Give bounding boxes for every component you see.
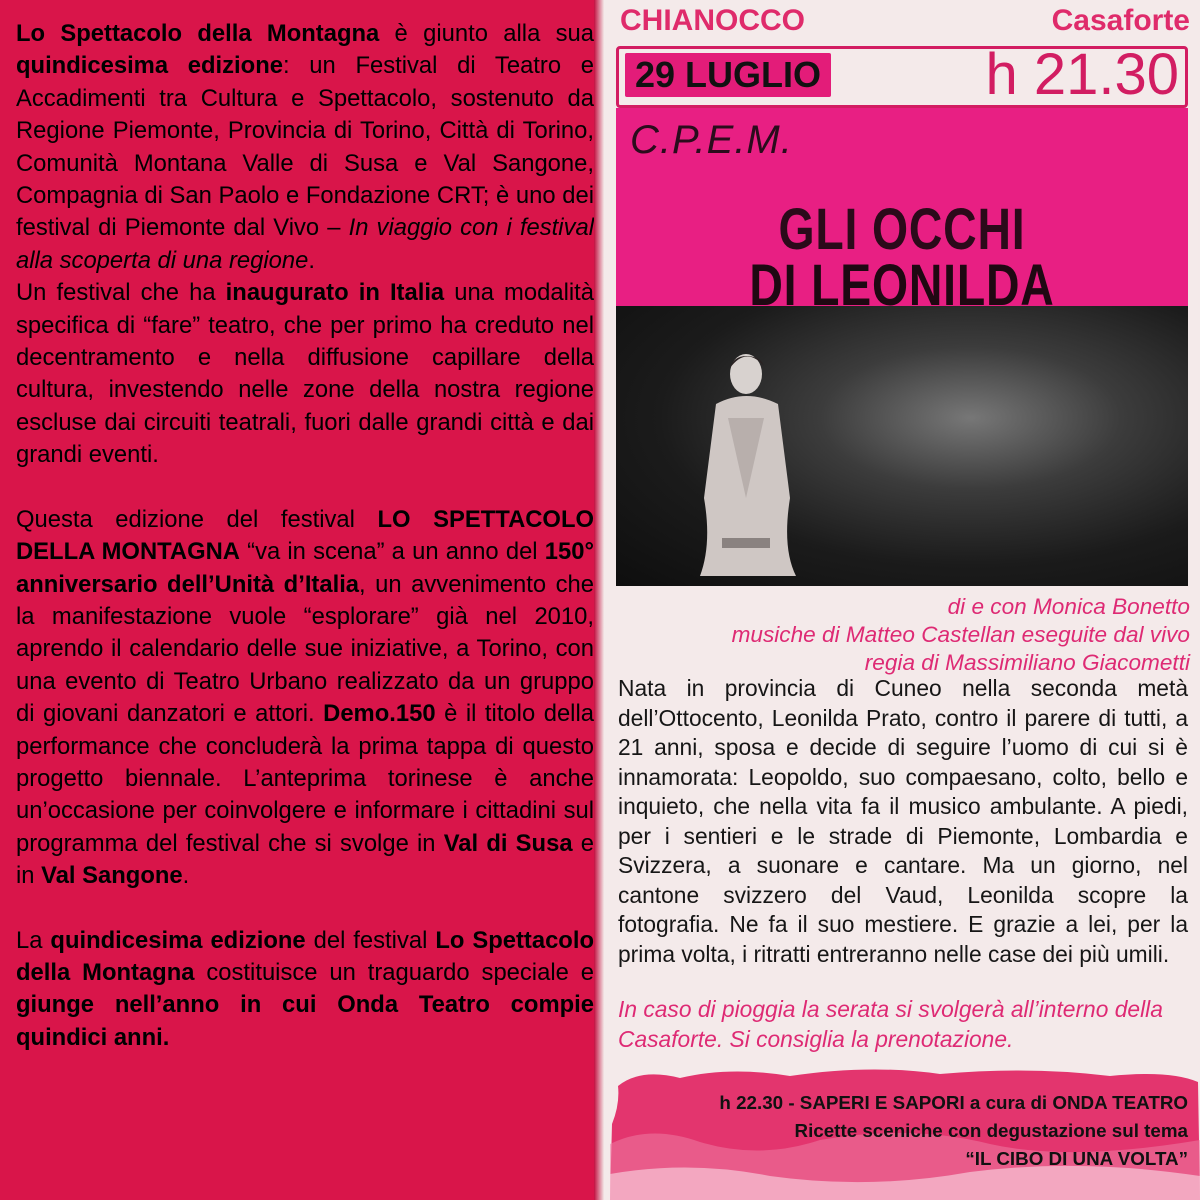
text-run: è il titolo della performance che concluderà la prima tappa di questo progetto biennale. L’anteprima torinese è anche un’occasione per coinvolgere e informare i cittadini sul programma del festival che si svolge in — [16, 700, 594, 857]
event-panel — [604, 0, 1200, 1200]
show-title-line-1: GLI OCCHI — [778, 197, 1026, 262]
text-run: giunge nell’anno in cui Onda Teatro compie quindici anni. — [16, 991, 594, 1051]
intro-paragraph-1 — [16, 18, 594, 277]
text-run: Lo Spettacolo della Montagna — [16, 926, 594, 986]
event-time: h 21.30 — [985, 42, 1179, 107]
text-run: , un avvenimento che la manifestazione vuole “esplorare” già nel 2010, aprendo il calendario delle sue iniziative, a Torino, con una evento di Teatro Urbano realizzato da un gruppo di giovani danzatori e attori. — [16, 570, 594, 728]
date-time-bar — [616, 42, 1188, 108]
event-date: 29 LUGLIO — [625, 53, 831, 97]
text-run: quindicesima edizione — [50, 926, 306, 954]
text-run: : un Festival di Teatro e Accadimenti tra Cultura e Spettacolo, sostenuto da Regione Piemonte, Provincia di Torino, Città di Torino, Comunità Montana Valle di Susa e Val Sangone, Compagnia di San Paolo e Fondazione CRT; è uno dei festival di Piemonte dal Vivo – — [16, 52, 595, 242]
text-run: La — [16, 926, 51, 954]
text-run: Val di Susa — [443, 829, 573, 857]
event-town: CHIANOCCO — [620, 4, 805, 37]
text-run: è giunto alla sua — [379, 20, 594, 47]
text-run: LO SPETTACOLO DELLA MONTAGNA — [16, 505, 594, 566]
text-run: . — [182, 862, 190, 890]
credit-direction: regia di Massimiliano Giacometti — [864, 650, 1190, 675]
text-run: costituisce un traguardo speciale e — [194, 958, 594, 986]
rain-notice: In caso di pioggia la serata si svolgerà all’interno della Casaforte. Si consiglia la prenotazione. — [618, 996, 1163, 1052]
show-synopsis: Nata in provincia di Cuneo nella seconda metà dell’Ottocento, Leonilda Prato, contro il parere di tutti, a 21 anni, sposa e decide di seguire l’uomo di cui si è innamorata: Leopoldo, suo compaesano, colto, bello e inquieto, che nella vita fa il musico ambulante. A piedi, per i sentieri e le strade di Piemonte, Lombardia e Svizzera, a suonare e cantare. Ma un giorno, nel cantone svizzero del Vaud, Leonilda scopre la fotografia. Ne fa il suo mestiere. E grazie a lei, per la prima volta, i ritratti entreranno nelle case dei più umili. — [618, 675, 1188, 967]
post-show-description: Ricette sceniche con degustazione sul tema — [794, 1120, 1188, 1141]
intro-paragraph-4 — [16, 925, 594, 1055]
text-run: Lo Spettacolo della Montagna — [16, 20, 380, 47]
performer-figure-icon — [686, 348, 806, 578]
post-show-theme: “IL CIBO DI UNA VOLTA” — [965, 1148, 1188, 1169]
text-run: inaugurato in Italia — [225, 279, 445, 307]
text-run: “va in scena” a un anno del — [239, 538, 545, 566]
text-run: quindicesima edizione — [16, 52, 283, 80]
intro-paragraph-3 — [16, 504, 594, 893]
text-run: del festival — [305, 926, 436, 954]
text-run: Demo.150 — [323, 700, 436, 728]
text-run: e in — [16, 829, 594, 890]
company-name: C.P.E.M. — [630, 118, 793, 162]
credit-music: musiche di Matteo Castellan eseguite dal vivo — [731, 622, 1190, 647]
text-run: . — [308, 246, 315, 274]
intro-paragraph-2 — [16, 277, 594, 471]
text-run: Un festival che ha — [16, 279, 226, 307]
performer-photo — [616, 306, 1188, 586]
page-fold — [594, 0, 604, 1200]
show-poster — [616, 108, 1188, 586]
post-show-event — [610, 1064, 1200, 1200]
text-run: In viaggio con i festival alla scoperta di una regione — [16, 214, 595, 274]
text-run: 150° anniversario dell’Unità d’Italia — [16, 538, 594, 598]
text-run: Questa edizione del festival — [16, 505, 378, 533]
show-title-line-2: DI LEONILDA — [749, 253, 1055, 312]
event-venue: Casaforte — [1051, 4, 1190, 37]
credit-performer: di e con Monica Bonetto — [947, 594, 1190, 619]
festival-intro-text — [16, 18, 594, 1054]
text-run: una modalità specifica di “fare” teatro, che per primo ha creduto nel decentramento e nella diffusione capillare della cultura, investendo nelle zone della nostra regione escluse dai circuiti teatrali, fuori dalle grandi città e dai grandi eventi. — [16, 279, 594, 469]
text-run: Val Sangone — [41, 862, 183, 890]
post-show-time-and-title: h 22.30 - SAPERI E SAPORI a cura di ONDA TEATRO — [719, 1092, 1188, 1113]
